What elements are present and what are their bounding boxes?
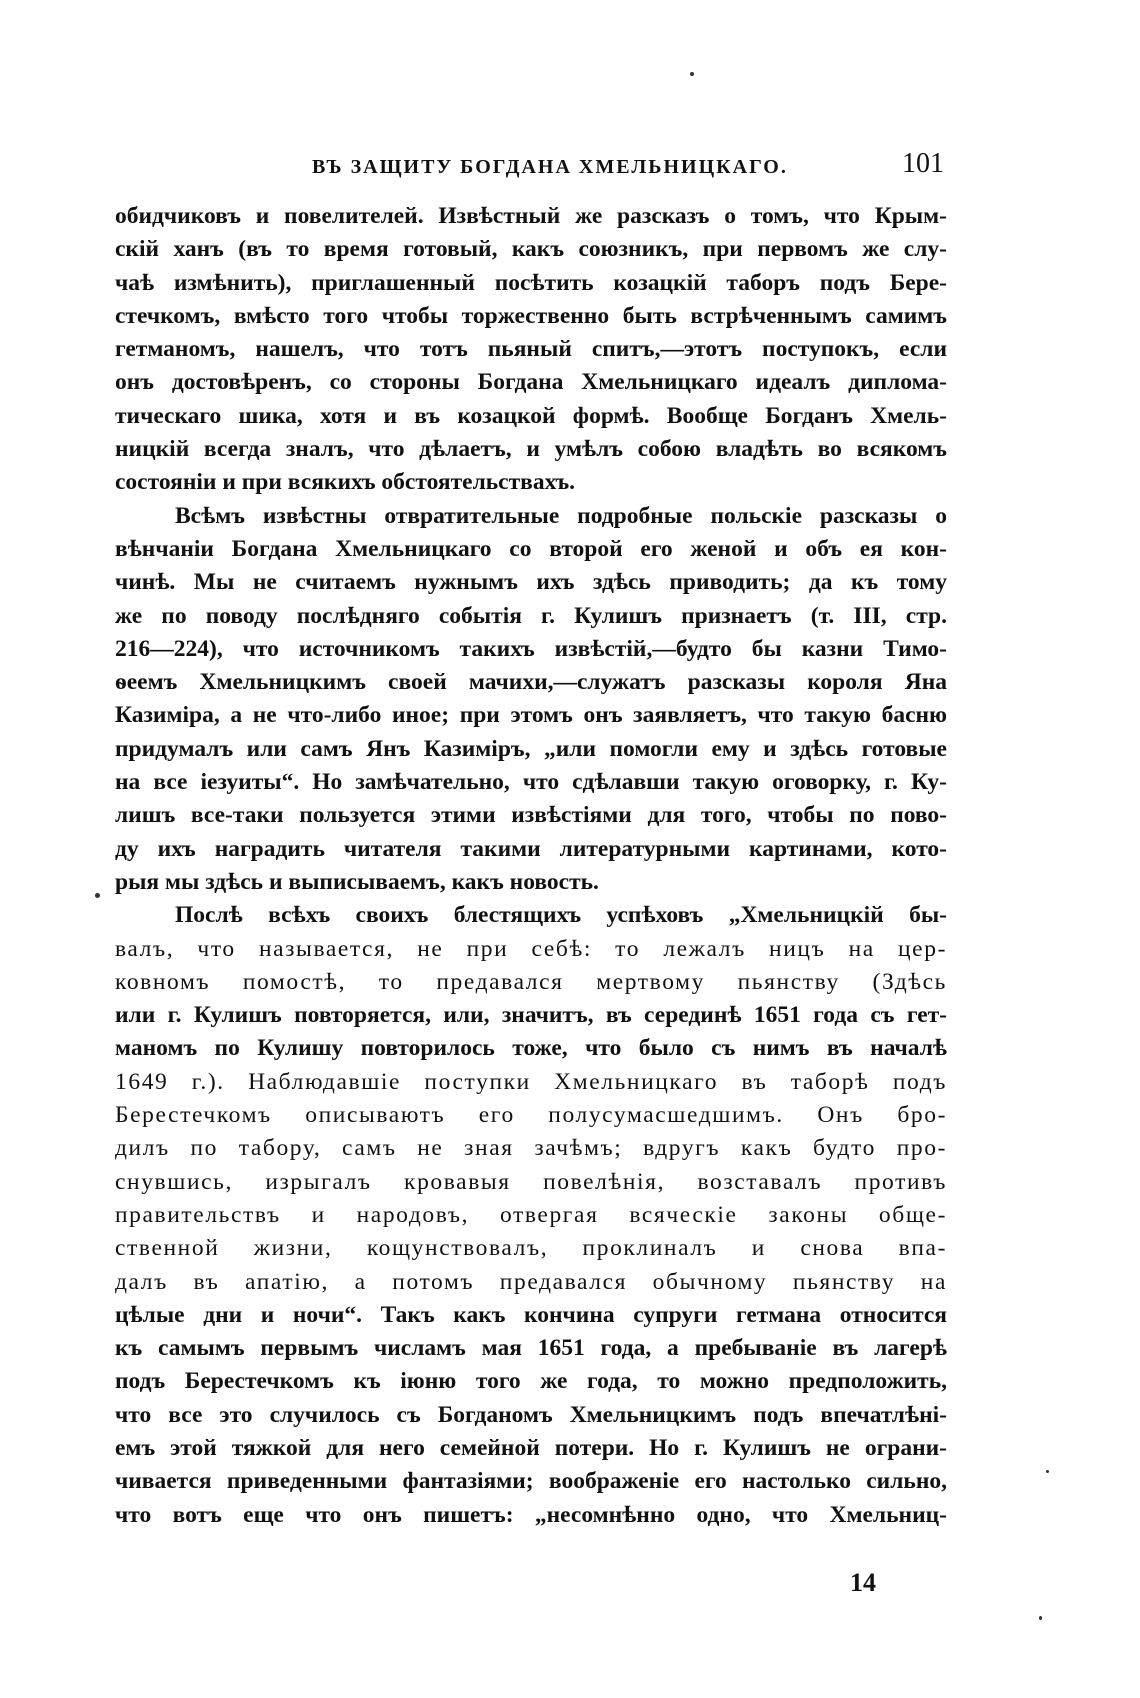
running-title: ВЪ ЗАЩИТУ БОГДАНА ХМЕЛЬНИЦКАГО. — [312, 156, 788, 178]
text-line: ѳеемъ Хмельницкимъ своей мачихи,—служатъ разсказы короля Яна — [115, 669, 947, 696]
text-line: ственной жизни, кощунствовалъ, проклиналъ и снова впа- — [115, 1235, 947, 1262]
text-line: лишъ все-таки пользуется этими извѣстіями для того, чтобы по пово- — [115, 802, 947, 829]
text-line: Казиміра, а не что-либо иное; при этомъ онъ заявляетъ, что такую басню — [115, 702, 947, 729]
text-line: валъ, что называется, не при себѣ: то лежалъ ницъ на цер- — [115, 935, 947, 962]
text-line: чивается приведенными фантазіями; воображеніе его настолько сильно, — [115, 1468, 947, 1495]
page-number: 101 — [902, 148, 944, 179]
text-line: же по поводу послѣдняго событія г. Кулишъ признаетъ (т. III, стр. — [115, 602, 947, 629]
text-line: стечкомъ, вмѣсто того чтобы торжественно быть встрѣченнымъ самимъ — [115, 302, 947, 329]
text-line: Всѣмъ извѣстны отвратительные подробные польскіе разсказы о — [175, 502, 947, 529]
text-line: ду ихъ наградить читателя такими литературными картинами, кото- — [115, 835, 947, 862]
text-line: правительствъ и народовъ, отвергая всяческіе законы обще- — [115, 1201, 947, 1228]
text-line: къ самымъ первымъ числамъ мая 1651 года, а пребываніе въ лагерѣ — [115, 1335, 947, 1362]
scan-speck — [690, 72, 694, 76]
text-line: на все іезуиты“. Но замѣчательно, что сдѣлавши такую оговорку, г. Ку- — [115, 769, 947, 796]
text-line: цѣлые дни и ночи“. Такъ какъ кончина супруги гетмана относится — [115, 1301, 947, 1328]
scan-speck — [1039, 1616, 1042, 1620]
text-line: снувшись, изрыгалъ кровавыя повелѣнія, возставалъ противъ — [115, 1168, 947, 1195]
text-line: или г. Кулишъ повторяется, или, значитъ, въ серединѣ 1651 года съ гет- — [115, 1002, 947, 1029]
text-line: ницкій всегда зналъ, что дѣлаетъ, и умѣлъ собою владѣть во всякомъ — [115, 436, 947, 463]
signature-mark: 14 — [850, 1568, 876, 1597]
text-line: обидчиковъ и повелителей. Извѣстный же разсказъ о томъ, что Крым- — [115, 203, 947, 229]
text-line: онъ достовѣренъ, со стороны Богдана Хмельницкаго идеалъ диплома- — [115, 369, 947, 396]
text-line: емъ этой тяжкой для него семейной потери. Но г. Кулишъ не ограни- — [115, 1434, 947, 1461]
text-line: что вотъ еще что онъ пишетъ: „несомнѣнно одно, что Хмельниц- — [115, 1501, 947, 1528]
text-line: чаѣ измѣнить), приглашенный посѣтить козацкій таборъ подъ Бере- — [115, 269, 947, 296]
text-line: тическаго шика, хотя и въ козацкой формѣ. Вообще Богданъ Хмель- — [115, 402, 947, 429]
text-line: гетманомъ, нашелъ, что тотъ пьяный спитъ,—этотъ поступокъ, если — [115, 336, 947, 363]
scan-speck — [95, 893, 100, 898]
text-line: Послѣ всѣхъ своихъ блестящихъ успѣховъ „Хмельницкій бы- — [175, 902, 947, 929]
text-line: состояніи и при всякихъ обстоятельствахъ. — [115, 469, 576, 496]
text-line: вѣнчаніи Богдана Хмельницкаго со второй его женой и объ ея кон- — [115, 535, 947, 562]
body-text — [115, 200, 947, 1532]
text-line: 1649 г.). Наблюдавшіе поступки Хмельницкаго въ таборѣ подъ — [115, 1068, 947, 1095]
scan-speck — [1046, 1470, 1049, 1473]
text-line: придумалъ или самъ Янъ Казиміръ, „или помогли ему и здѣсь готовые — [115, 735, 947, 762]
text-line: подъ Берестечкомъ къ іюню того же года, то можно предположить, — [115, 1368, 947, 1395]
page-header — [312, 148, 944, 188]
text-line: чинѣ. Мы не считаемъ нужнымъ ихъ здѣсь приводить; да къ тому — [115, 569, 947, 596]
text-line: рыя мы здѣсь и выписываемъ, какъ новость. — [115, 868, 599, 895]
text-line: ковномъ помостѣ, то предавался мертвому пьянству (Здѣсь — [115, 968, 947, 995]
text-line: что все это случилось съ Богданомъ Хмельницкимъ подъ впечатлѣні- — [115, 1401, 947, 1428]
text-line: маномъ по Кулишу повторилось тоже, что было съ нимъ въ началѣ — [115, 1035, 947, 1062]
text-line: далъ въ апатію, а потомъ предавался обычному пьянству на — [115, 1268, 947, 1295]
text-line: Берестечкомъ описываютъ его полусумасшедшимъ. Онъ бро- — [115, 1102, 947, 1129]
text-line: дилъ по табору, самъ не зная зачѣмъ; вдругъ какъ будто про- — [115, 1135, 947, 1162]
text-line: скій ханъ (въ то время готовый, какъ союзникъ, при первомъ же слу- — [115, 236, 947, 263]
text-line: 216—224), что источникомъ такихъ извѣстій,—будто бы казни Тимо- — [115, 635, 947, 662]
